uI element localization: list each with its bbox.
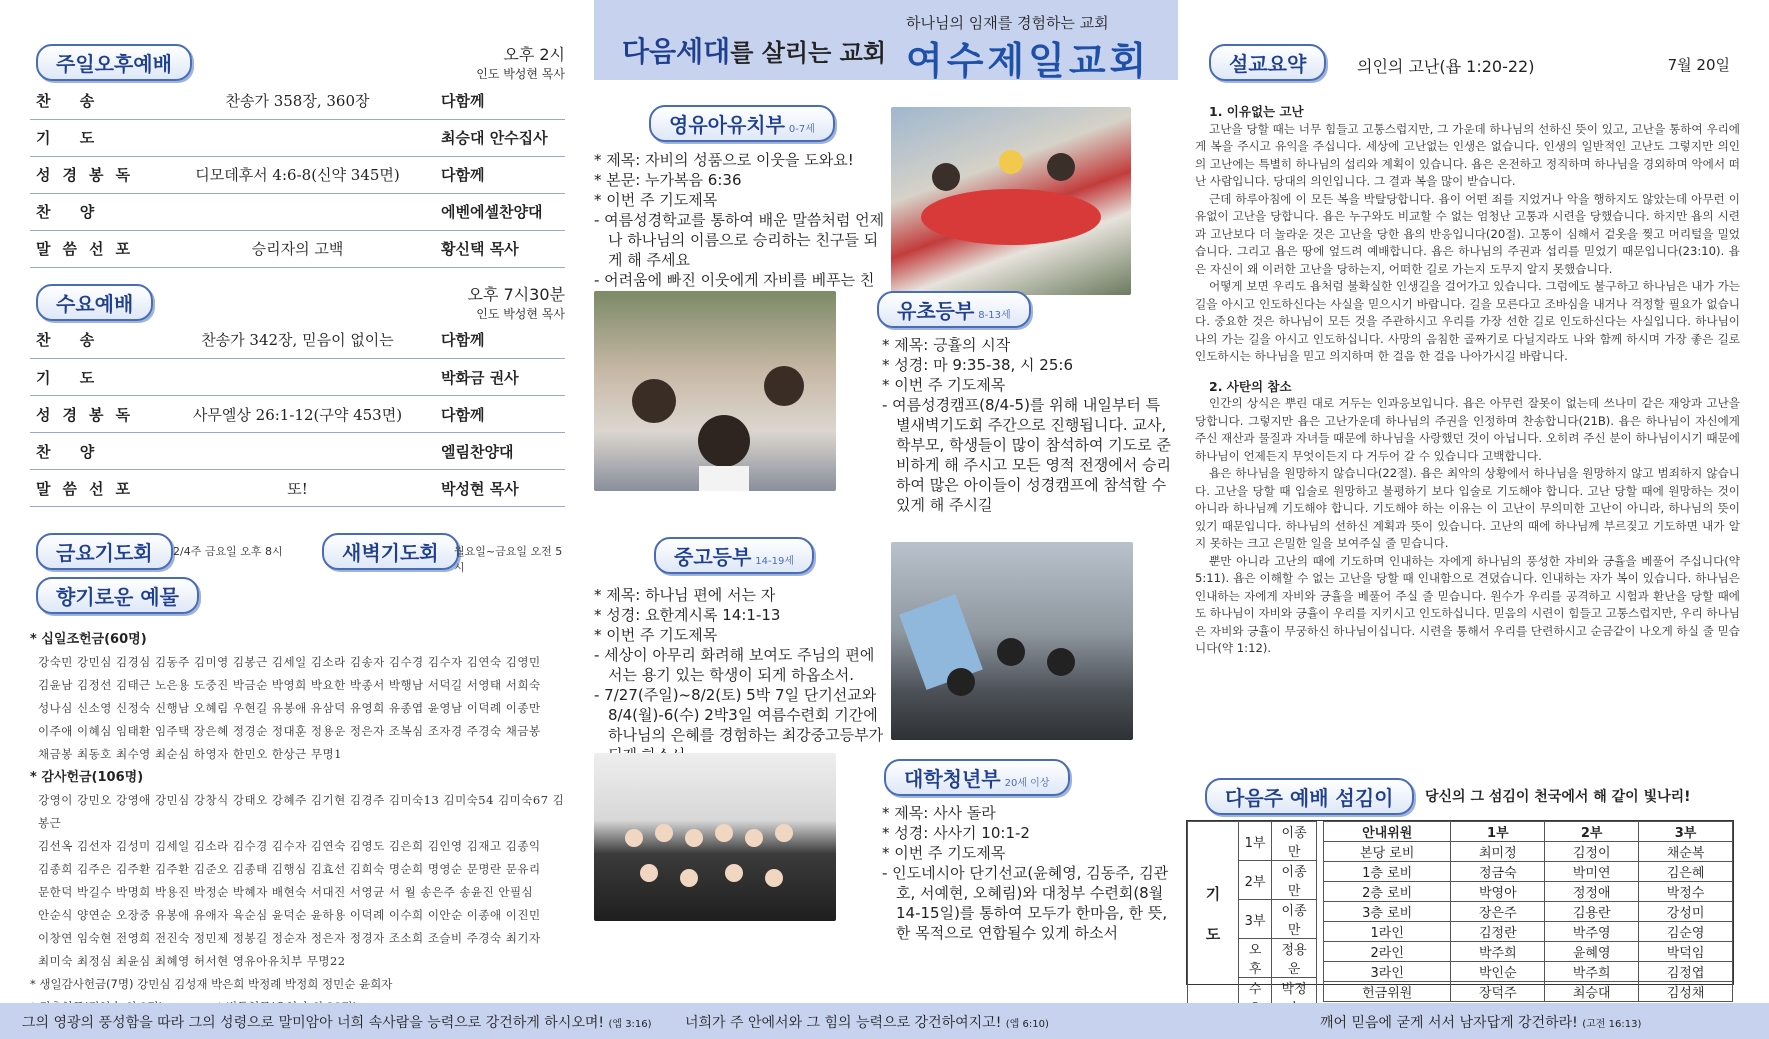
order-content: 또! — [160, 470, 435, 507]
dept-age: 20세 이상 — [1004, 778, 1050, 789]
list-item: * 제목: 긍휼의 시작 — [882, 336, 1011, 354]
list-item: * 성경: 마 9:35-38, 시 25:6 — [882, 356, 1073, 374]
youth-photo — [891, 542, 1133, 740]
wednesday-service-header — [30, 280, 565, 320]
list-item: * 본문: 누가복음 6:36 — [594, 171, 742, 189]
sunday-service-leader: 인도 박성현 목사 — [476, 67, 565, 81]
friday-prayer-time: 2/4주 금요일 오후 8시 — [173, 545, 283, 558]
table-cell: 김정이 — [1545, 842, 1639, 862]
offering-header — [30, 577, 565, 614]
dept-name: 대학청년부 — [904, 767, 1001, 791]
church-slogan — [622, 30, 886, 70]
prayer-person: 박정 — [1272, 978, 1317, 1017]
table-cell: 박주희 — [1545, 962, 1639, 982]
verse-ref: (엡 3:16) — [608, 1019, 652, 1030]
sunday-service-time: 오후 2시 — [503, 45, 565, 64]
dept-name: 영유아유치부 — [669, 113, 785, 137]
birthday-offering: * 생일감사헌금(7명) 강민심 김성재 박은희 박정례 박정희 정민순 윤희자 — [30, 977, 393, 991]
servants-title: 다음주 예배 섬김이 — [1205, 778, 1414, 815]
preschool-photo — [891, 107, 1131, 295]
friday-prayer-title: 금요기도회 — [36, 533, 173, 570]
departments-column — [594, 85, 1178, 980]
sunday-service-time-block — [476, 42, 565, 82]
table-cell: 김용란 — [1545, 902, 1639, 922]
table-cell: 박덕임 — [1639, 942, 1733, 962]
list-item: 김윤남 김정선 김태근 노은용 도중진 박금순 박영희 박요한 박종서 박행남 서덕길 서영태 서희숙 — [38, 678, 541, 692]
table-row — [1324, 862, 1733, 882]
list-item: * 성경: 요한계시록 14:1-13 — [594, 606, 781, 624]
table-row — [1324, 942, 1733, 962]
dept-list-preschool — [594, 150, 886, 310]
order-person: 다함께 — [435, 82, 565, 119]
footer-verse-band — [0, 1003, 1769, 1039]
list-item: * 제목: 하나님 편에 서는 자 — [594, 586, 776, 604]
list-item: * 제목: 사사 돌라 — [882, 804, 996, 822]
table-cell: 박영아 — [1451, 882, 1545, 902]
order-label: 말씀선포 — [30, 230, 160, 267]
section-heading: 2. 사탄의 참소 — [1209, 378, 1292, 394]
sermon-header — [1195, 40, 1740, 80]
list-item: * 이번 주 기도제목 — [882, 376, 1006, 394]
sermon-summary — [1195, 103, 1740, 658]
dept-list-youth — [594, 585, 884, 765]
table-cell: 김정란 — [1451, 922, 1545, 942]
prayer-person: 이종만 — [1272, 822, 1317, 861]
table-row — [30, 193, 565, 230]
sermon-title: 설교요약 — [1209, 44, 1326, 81]
order-content — [160, 433, 435, 470]
prayer-person: 정용운 — [1272, 939, 1317, 978]
table-cell: 헌금위원 — [1324, 982, 1451, 1002]
list-item: 성나심 신소영 신정숙 신행남 오혜림 우현길 유봉애 유삼덕 유영희 유종엽 윤영남 이덕례 이종만 — [38, 701, 541, 715]
list-item: 문한덕 박길수 박명희 박용진 박정순 박혜자 배현숙 서대진 서영균 서 월 송은주 송윤진 안필심 — [38, 885, 534, 899]
usher-schedule — [1323, 821, 1733, 1002]
table-header-row — [1324, 822, 1733, 842]
paragraph: 인간의 상식은 뿌린 대로 거두는 인과응보입니다. 욥은 아무런 잘못이 없는데 쓰나미 같은 재앙과 고난을 당합니다. 그렇지만 욥은 고난가운데 하나님의 주권을 인정하며 찬송합니다(21B). 욥은 하나님이 자신에게 주신 재산과 물질과 자녀들 때문에 하나님을 사랑했던 것이 아닙니다. 오히려 주신 분이 하나님이시기 때문에 하나님이 언제든지 무엇이든지 다 거두어 갈 수 있습니다 고백합니다. — [1195, 396, 1740, 463]
servants-subtitle: 당신의 그 섬김이 천국에서 해 같이 빛나리! — [1425, 789, 1691, 805]
list-item: 강영이 강민오 강영애 강민심 강창식 강태오 강혜주 김기현 김경주 김미숙13 김미숙54 김미숙67 김봉근 — [38, 793, 565, 830]
group-photo-icon — [594, 753, 836, 921]
dawn-prayer-title: 새벽기도회 — [322, 533, 459, 570]
thanks-names — [30, 789, 565, 973]
list-item: * 제목: 자비의 성품으로 이웃을 도와요! — [594, 151, 854, 169]
prayer-slot: 오후 — [1239, 939, 1272, 978]
dept-list-young-adult — [882, 803, 1172, 943]
table-cell: 박인순 — [1451, 962, 1545, 982]
order-person: 황신택 목사 — [435, 230, 565, 267]
slogan-rest: 를 살리는 교회 — [730, 39, 887, 67]
table-cell: 최승대 — [1545, 982, 1639, 1002]
table-cell: 2라인 — [1324, 942, 1451, 962]
list-item: 이주애 이혜심 임태환 임주택 장은혜 정경순 정대훈 정용운 정은자 조복심 조자경 주경숙 채금봉 — [38, 724, 541, 738]
prayer-meetings — [30, 529, 565, 574]
list-item: - 어려움에 빠진 이웃에게 자비를 베푸는 친 — [594, 271, 875, 289]
table-cell: 박주영 — [1545, 922, 1639, 942]
church-name: 여수제일교회 — [906, 39, 1151, 83]
list-item: 김종희 김주은 김주환 김주환 김준오 김종태 김행심 김효선 김희숙 명순희 명영순 문명란 문유리 — [38, 862, 541, 876]
column-header: 2부 — [1545, 822, 1639, 842]
order-label: 기 도 — [30, 359, 160, 396]
table-cell: 최미정 — [1451, 842, 1545, 862]
dept-title-young-adult — [884, 759, 1070, 796]
list-item: - 7/27(주일)~8/2(토) 5박 7일 단기선교와 8/4(월)-6(수) 2박3일 여름수련회 기간에 하나님의 은혜를 경험하는 최강중고등부가 — [594, 686, 884, 744]
sunday-service-title: 주일오후예배 — [36, 44, 192, 81]
dept-name: 유초등부 — [897, 299, 975, 323]
table-cell: 본당 로비 — [1324, 842, 1451, 862]
table-row — [30, 359, 565, 396]
table-cell: 박정수 — [1639, 882, 1733, 902]
section-heading: 1. 이유없는 고난 — [1209, 104, 1304, 119]
order-person: 박성현 목사 — [435, 470, 565, 507]
list-item: - 여름성경캠프(8/4-5)를 위해 내일부터 특별새벽기도회 주간으로 진행됩니다. 교사, 학부모, 학생들이 많이 참석하여 기도로 준비하게 해 주시고 모든 영적 전쟁에서 승리하여 많은 아이들이 성경캠프에 참석할 수 있게 해 주시길 — [882, 396, 1171, 514]
dept-title-youth — [654, 537, 814, 574]
order-content: 찬송가 342장, 믿음이 없이는 — [160, 322, 435, 359]
table-row — [30, 156, 565, 193]
column-header: 3부 — [1639, 822, 1733, 842]
offering-title: 향기로운 예물 — [36, 577, 199, 614]
verse-text: 그의 영광의 풍성함을 따라 그의 성령으로 말미암아 너희 속사람을 능력으로 강건하게 하시오며! — [22, 1015, 604, 1031]
table-cell: 박주희 — [1451, 942, 1545, 962]
paragraph: 욥은 하나님을 원망하지 않습니다(22절). 욥은 최악의 상황에서 하나님을 원망하지 않고 범죄하지 않습니다. 고난을 당할 때 입술로 원망하고 불평하기 보다 입술로 기도해야 합니다. 고난 당할 때에 원망하는 것이 아니라 하나님께 기도해야 합니다. 기도해야 하는 이유는 이 고난이 무의미한 고난이 아니라, 하나님의 뜻이 있기 때문입니다. 하나님의 선하신 계획과 뜻이 있습니다. 고난의 때에 하나님께 부르짖고 기도하면 내가 알지 못하는 크고 은밀한 일을 보여주실 줄 믿습니다. — [1195, 466, 1740, 550]
paragraph: 고난을 당할 때는 너무 힘들고 고통스럽지만, 그 가운데 하나님의 선하신 뜻이 있고, 고난을 통하여 우리에게 복을 주시고 유익을 주십니다. 세상에 고난없는 인생은 없습니다. 인생의 일반적인 고난도 그렇지만 의인의 고난에는 특별히 하나님의 섭리와 계획이 있습니다. 욥은 온전하고 정직하며 하나님을 경외하며 악에서 떠난 사람입니다. 당대의 의인입니다. 그 결과 복을 많이 받습니다. — [1195, 121, 1740, 188]
sunday-service-header — [30, 40, 565, 80]
wednesday-service-time-block — [468, 282, 565, 322]
list-item: 강숙민 강민심 김경심 김동주 김미영 김봉근 김세일 김소라 김송자 김수경 김수자 김연숙 김영민 — [38, 655, 541, 669]
dept-age: 14-19세 — [755, 556, 794, 567]
dawn-prayer-time: 월요일~금요일 오전 5시 — [454, 545, 563, 574]
church-tagline: 하나님의 임재를 경험하는 교회 — [906, 14, 1109, 32]
list-item: - 인도네시아 단기선교(윤혜영, 김동주, 김관호, 서예현, 오혜림)와 대청부 수련회(8월 14-15일)를 통하여 모두가 한마음, 한 뜻, 한 목적으로 연합될수 있게 하소서 — [882, 864, 1169, 942]
offering-list — [30, 628, 565, 1019]
order-label: 찬 양 — [30, 193, 160, 230]
footer-verse-3 — [1320, 1012, 1641, 1032]
worship-column — [30, 40, 565, 1019]
dept-age: 8-13세 — [978, 310, 1011, 321]
prayer-person: 이종만 — [1272, 861, 1317, 900]
dept-title-preschool — [649, 105, 835, 142]
list-item: 이창연 임숙현 전영희 전진숙 정민제 정봉길 정순자 정은자 정경자 조소희 조슬비 주경숙 최기자 — [38, 931, 541, 945]
prayer-schedule — [1187, 821, 1317, 1017]
table-row — [1324, 982, 1733, 1002]
order-content: 승리자의 고백 — [160, 230, 435, 267]
table-row — [30, 433, 565, 470]
list-item: * 이번 주 기도제목 — [594, 191, 718, 209]
list-item: 김선옥 김선자 김성미 김세일 김소라 김수경 김수자 김연숙 김영도 김은희 김인영 김재고 김종익 — [38, 839, 541, 853]
wednesday-service-leader: 인도 박성현 목사 — [476, 306, 565, 321]
order-content — [160, 193, 435, 230]
list-item: * 성경: 사사기 10:1-2 — [882, 824, 1030, 842]
table-row — [1324, 902, 1733, 922]
sermon-column — [1195, 40, 1740, 658]
order-person: 박화금 권사 — [435, 359, 565, 396]
table-cell: 윤혜영 — [1545, 942, 1639, 962]
servants-header — [1195, 778, 1740, 814]
list-item: 안순식 양연순 오장중 유봉애 유애자 육순심 윤덕순 윤하용 이덕례 이수희 이안순 이종애 이진민 — [38, 908, 541, 922]
wednesday-service-time: 오후 7시30분 — [467, 284, 565, 304]
list-item: - 세상이 아무리 화려해 보여도 주님의 편에 서는 용기 있는 학생이 되게 하옵소서. — [594, 646, 875, 684]
table-cell: 박미연 — [1545, 862, 1639, 882]
tithe-names — [30, 651, 565, 766]
table-row — [1324, 962, 1733, 982]
table-row — [30, 470, 565, 507]
sermon-subject: 의인의 고난(욥 1:20-22) — [1357, 57, 1535, 76]
order-content: 찬송가 358장, 360장 — [160, 82, 435, 119]
prayer-slot: 2부 — [1239, 861, 1272, 900]
church-header — [594, 0, 1178, 83]
table-row — [30, 82, 565, 119]
paragraph: 근데 하루아침에 이 모든 복을 박탈당합니다. 욥이 어떤 죄를 지었거나 악을 행하지도 않았는데 아무런 이유없이 고난을 당합니다. 욥은 누구와도 비교할 수 없는 엄청난 고통과 시련을 당했습니다. 하지만 욥의 시련과 고난보다 더 놀라운 것은 고난을 당한 욥의 반응입니다(20절). 고통이 심해서 겉옷을 찢고 머리털을 밀었습니다. 그리고 욥은 땅에 엎드려 예배합니다. 욥은 하나님의 주권과 섭리를 믿었기 때문입니다(23:10). 욥은 자신이 왜 이러한 고난을 당하는지, 어떠한 길로 가는지 도무지 알지 못했습니다. — [1195, 191, 1740, 276]
order-content: 사무엘상 26:1-12(구약 453면) — [160, 396, 435, 433]
table-row — [1324, 842, 1733, 862]
paragraph: 어떻게 보면 우리도 욥처럼 불확실한 인생길을 걸어가고 있습니다. 그럼에도 불구하고 하나님은 내가 가는 길을 아시고 인도하신다는 사실을 믿으시기 바랍니다. 길을 모른다고 조바심을 내거나 걱정할 필요가 없습니다. 중요한 것은 하나님이 모든 것을 주관하시고 우리를 가장 선한 길로 인도하신다는 사실입니다. 하나님이 나의 가는 길을 아시고 인도하십니다. 사망의 음침한 골짜기로 다닐지라도 나와 함께 하시며 가장 좋은 길로 인도하시는 하나님을 믿고 의지하며 한 걸음 한 걸음 나아가시길 바랍니다. — [1195, 279, 1740, 363]
table-cell: 김순영 — [1639, 922, 1733, 942]
table-row — [30, 119, 565, 156]
prayer-slot: 3부 — [1239, 900, 1272, 939]
list-item: * 이번 주 기도제목 — [594, 626, 718, 644]
table-cell: 2층 로비 — [1324, 882, 1451, 902]
table-row — [1324, 882, 1733, 902]
list-item: 최미숙 최정심 최윤심 최혜영 허서현 영유아유치부 무명22 — [38, 954, 346, 968]
list-item: 채금봉 최동호 최수영 최순심 하영자 한민오 한상근 무명1 — [38, 747, 342, 761]
dept-title-elementary — [877, 291, 1031, 328]
dept-age: 0-7세 — [788, 124, 815, 135]
table-cell: 정금숙 — [1451, 862, 1545, 882]
order-label: 성경봉독 — [30, 156, 160, 193]
order-label: 찬 양 — [30, 433, 160, 470]
servants-table — [1186, 820, 1734, 1001]
elementary-photo — [594, 291, 836, 491]
group-photo-icon — [891, 542, 1133, 740]
table-cell: 김성채 — [1639, 982, 1733, 1002]
sermon-date: 7월 20일 — [1667, 56, 1730, 74]
table-row — [1324, 922, 1733, 942]
table-cell: 정정애 — [1545, 882, 1639, 902]
footer-verse-1 — [22, 1012, 652, 1032]
prayer-slot: 1부 — [1239, 822, 1272, 861]
table-cell: 김정엽 — [1639, 962, 1733, 982]
children-photo-icon — [891, 107, 1131, 295]
dept-name: 중고등부 — [674, 545, 752, 569]
order-label: 말씀선포 — [30, 470, 160, 507]
order-person: 최승대 안수집사 — [435, 119, 565, 156]
column-header: 1부 — [1451, 822, 1545, 842]
table-cell: 강성미 — [1639, 902, 1733, 922]
prayer-person: 이종만 — [1272, 900, 1317, 939]
table-cell: 김은혜 — [1639, 862, 1733, 882]
paragraph: 뿐만 아니라 고난의 때에 기도하며 인내하는 자에게 하나님의 풍성한 자비와 긍휼을 베풀어 주십니다(약 5:11). 욥은 이해할 수 없는 고난을 당할 때 인내함으로 견뎠습니다. 인내하는 자가 복이 있습니다. 하나님은 인내하는 자에게 자비와 긍휼을 베풀어 주실 줄 믿습니다. 원수가 우리를 공격하고 시험과 환난을 당할 때에도 하나님이 자비와 긍휼이 우리를 지키시고 인도하십니다. 믿음의 시련이 힘들고 고통스럽지만, 우리 하나님은 자비와 긍휼이 무궁하신 하나님이십니다. 시련을 통해서 우리를 단련하시고 순금같이 나오게 하실 줄 믿습니다(약 1:12). — [1195, 553, 1740, 655]
order-label: 성경봉독 — [30, 396, 160, 433]
children-photo-icon — [594, 291, 836, 491]
slogan-highlight: 다음세대 — [622, 35, 731, 68]
sunday-service-table — [30, 82, 565, 268]
order-label: 기 도 — [30, 119, 160, 156]
table-cell: 채순복 — [1639, 842, 1733, 862]
table-row — [1188, 822, 1317, 861]
footer-verse-2 — [685, 1012, 1049, 1032]
table-cell: 3라인 — [1324, 962, 1451, 982]
order-person: 엘림찬양대 — [435, 433, 565, 470]
list-item: * 이번 주 기도제목 — [882, 844, 1006, 862]
table-row — [30, 230, 565, 267]
verse-ref: (엡 6:10) — [1005, 1019, 1049, 1030]
table-cell: 3층 로비 — [1324, 902, 1451, 922]
table-cell: 1층 로비 — [1324, 862, 1451, 882]
order-person: 에벤에셀찬양대 — [435, 193, 565, 230]
order-person: 다함께 — [435, 396, 565, 433]
verse-ref: (고전 16:13) — [1582, 1019, 1642, 1030]
column-header: 안내위원 — [1324, 822, 1451, 842]
table-row — [30, 322, 565, 359]
thanks-heading: * 감사헌금(106명) — [30, 770, 144, 785]
tithe-heading: * 십일조헌금(60명) — [30, 632, 147, 647]
order-content: 디모데후서 4:6-8(신약 345면) — [160, 156, 435, 193]
table-cell: 1라인 — [1324, 922, 1451, 942]
list-item: - 여름성경학교를 통하여 배운 말씀처럼 언제나 하나님의 이름으로 승리하는 친구들 되게 해 주세요 — [594, 211, 885, 269]
young-adult-photo — [594, 753, 836, 921]
wednesday-service-table — [30, 322, 565, 508]
order-content — [160, 359, 435, 396]
order-content — [160, 119, 435, 156]
prayer-label: 기 도 — [1188, 822, 1239, 1017]
verse-text: 깨어 믿음에 굳게 서서 남자답게 강건하라! — [1320, 1015, 1578, 1031]
table-cell: 장은주 — [1451, 902, 1545, 922]
table-row — [30, 396, 565, 433]
prayer-slot: 수 — [1239, 978, 1272, 1017]
order-label: 찬 송 — [30, 322, 160, 359]
order-person: 다함께 — [435, 156, 565, 193]
wednesday-service-title: 수요예배 — [36, 284, 153, 321]
verse-text: 너희가 주 안에서와 그 힘의 능력으로 강건하여지고! — [685, 1015, 1002, 1031]
order-person: 다함께 — [435, 322, 565, 359]
table-cell: 장덕주 — [1451, 982, 1545, 1002]
dept-list-elementary — [882, 335, 1172, 515]
order-label: 찬 송 — [30, 82, 160, 119]
